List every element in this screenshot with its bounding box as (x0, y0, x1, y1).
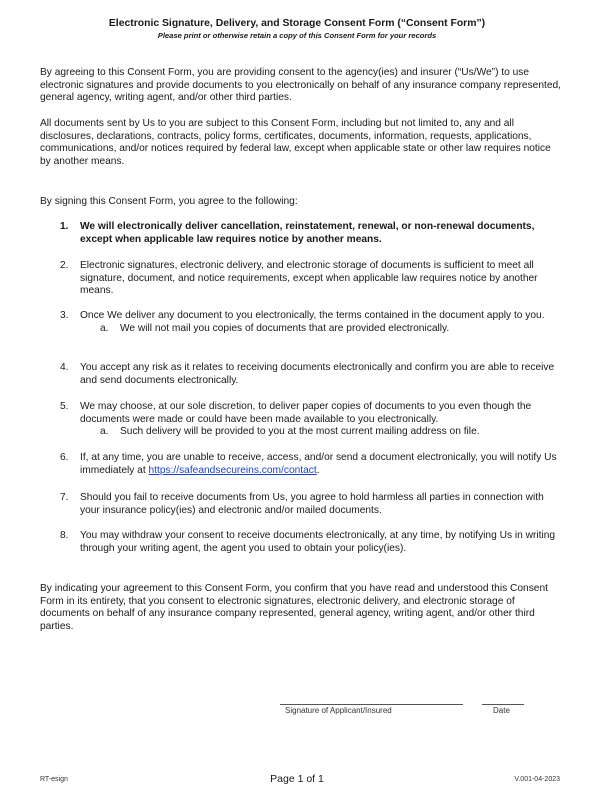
applicant-signature-label: Signature of Applicant/Insured (285, 706, 392, 715)
item-text: Should you fail to receive documents from Us, you agree to hold harmless all parties in connection with your insurance policy(ies) and electronic and/or mailed documents. (80, 492, 544, 516)
form-subtitle: Please print or otherwise retain a copy of this Consent Form for your records (157, 31, 437, 40)
item-number: 6. (60, 452, 69, 463)
sub-item-text: We will not mail you copies of documents that are provided electronically. (120, 322, 450, 334)
item-text: Electronic signatures, electronic delivery, and electronic storage of documents is sufficient to meet all signature, document, and notice requirements, except when applicable law requires notice by another means. (80, 260, 538, 296)
item-number: 4. (60, 362, 69, 373)
item-number: 5. (60, 401, 69, 412)
item-text: You accept any risk as it relates to receiving documents electronically and confirm you are able to receive and send documents electronically. (80, 362, 555, 386)
item-trailing-text: . (316, 464, 320, 476)
sub-item (80, 426, 560, 439)
sub-item-letter: a. (100, 426, 109, 437)
intro-paragraph: By agreeing to this Consent Form, you are providing consent to the agency(ies) and insurer (“Us/We”) to use electronic signatures and provide documents to you electronically on behalf of any insurance company represented, general agency, writing agent, and/or other third parties. (40, 67, 562, 103)
item-main-text: If, at any time, you are unable to receive, access, and/or send a document electronically, you will notify Us immediately at (80, 452, 557, 476)
applicant-signature-line[interactable] (280, 704, 463, 705)
item-text: We will electronically deliver cancellation, reinstatement, renewal, or non-renewal documents, except when applicable law requires notice by another means. (80, 221, 535, 245)
sub-item (80, 323, 560, 336)
item-number: 3. (60, 310, 69, 321)
date-line[interactable] (482, 704, 524, 705)
item-number: 8. (60, 530, 69, 541)
item-text: You may withdraw your consent to receive documents electronically, at any time, by notifying Us in writing through your writing agent, the agent you used to obtain your policy(ies). (80, 530, 556, 554)
form-title: Electronic Signature, Delivery, and Storage Consent Form (“Consent Form”) (108, 18, 486, 29)
item-number: 1. (60, 221, 69, 232)
item-text (80, 310, 560, 335)
item-number: 7. (60, 492, 69, 503)
scope-paragraph: All documents sent by Us to you are subject to this Consent Form, including but not limited to, any and all disclosures, declarations, contracts, policy forms, certificates, documents, information, requests, applications, communications, and/or notices required by federal law, except when applicable state or other law requires notice by another means. (40, 118, 551, 167)
version-code: V.001-04-2023 (514, 776, 560, 783)
item-text (80, 401, 560, 439)
page-number: Page 1 of 1 (270, 773, 324, 785)
item-main-text: Once We deliver any document to you electronically, the terms contained in the document apply to you. (80, 310, 545, 321)
confirmation-paragraph: By indicating your agreement to this Consent Form, you confirm that you have read and understood this Consent Form in its entirety, that you consent to electronic signatures, electronic delivery, and electronic storage of documents on behalf of any insurance company represented, general agency, writing agent, and/or other third parties. (40, 583, 548, 632)
sub-item-text: Such delivery will be provided to you at the most current mailing address on file. (120, 426, 480, 437)
form-code: RT-esign (40, 776, 68, 783)
agreement-lead-in: By signing this Consent Form, you agree to the following: (40, 196, 298, 207)
date-label: Date (493, 706, 510, 715)
contact-link[interactable]: https://safeandsecureins.com/contact (148, 464, 317, 476)
sub-item-letter: a. (100, 322, 109, 334)
item-text (80, 452, 560, 477)
item-main-text: We may choose, at our sole discretion, to deliver paper copies of documents to you even though the documents were made or could have been made available to you electronically. (80, 401, 532, 425)
item-number: 2. (60, 260, 69, 271)
